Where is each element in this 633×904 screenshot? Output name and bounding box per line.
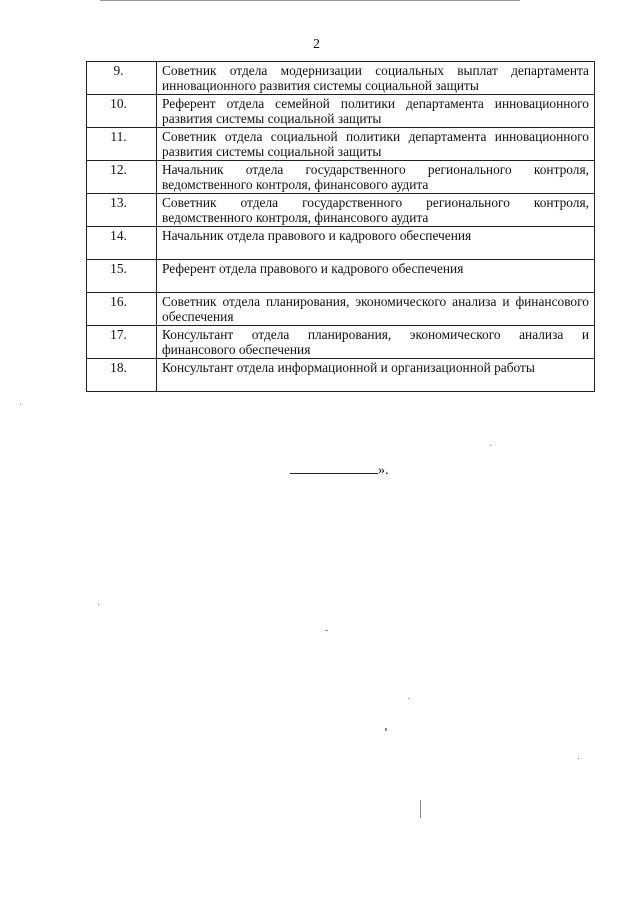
position-title: Начальник отдела государственного регионального контроля, ведомственного контроля, финансового аудита xyxy=(157,161,595,194)
page-number: 2 xyxy=(313,37,320,52)
position-title: Консультант отдела информационной и организационной работы xyxy=(157,359,595,392)
table-row xyxy=(87,227,595,260)
closing-quote: ». xyxy=(378,463,389,478)
blank-line xyxy=(290,460,378,474)
table-row xyxy=(87,326,595,359)
position-title: Советник отдела государственного регионального контроля, ведомственного контроля, финансового аудита xyxy=(157,194,595,227)
position-title: Советник отдела модернизации социальных выплат департамента инновационного развития системы социальной защиты xyxy=(157,62,595,95)
table-row xyxy=(87,359,595,392)
scan-speck xyxy=(420,800,421,818)
position-title: Консультант отдела планирования, экономического анализа и финансового обеспечения xyxy=(157,326,595,359)
scan-speck xyxy=(408,698,409,699)
table-row xyxy=(87,62,595,95)
table-row xyxy=(87,161,595,194)
position-title: Советник отдела социальной политики департамента инновационного развития системы социальной защиты xyxy=(157,128,595,161)
scan-speck xyxy=(325,630,328,631)
position-title: Референт отдела семейной политики департамента инновационного развития системы социальной защиты xyxy=(157,95,595,128)
row-number: 15. xyxy=(87,260,157,293)
scan-speck xyxy=(385,728,387,731)
position-title: Советник отдела планирования, экономического анализа и финансового обеспечения xyxy=(157,293,595,326)
scan-speck xyxy=(98,604,99,605)
positions-table xyxy=(86,61,595,392)
scan-speck xyxy=(490,445,491,446)
table-row xyxy=(87,194,595,227)
row-number: 16. xyxy=(87,293,157,326)
scan-speck xyxy=(20,404,21,405)
row-number: 12. xyxy=(87,161,157,194)
row-number: 9. xyxy=(87,62,157,95)
table-row xyxy=(87,95,595,128)
scan-top-edge xyxy=(100,0,520,1)
position-title: Начальник отдела правового и кадрового обеспечения xyxy=(157,227,595,260)
row-number: 14. xyxy=(87,227,157,260)
row-number: 10. xyxy=(87,95,157,128)
table-row xyxy=(87,293,595,326)
table-row xyxy=(87,128,595,161)
row-number: 17. xyxy=(87,326,157,359)
closing-line xyxy=(290,460,389,479)
scan-speck xyxy=(578,758,579,759)
position-title: Референт отдела правового и кадрового обеспечения xyxy=(157,260,595,293)
row-number: 18. xyxy=(87,359,157,392)
row-number: 13. xyxy=(87,194,157,227)
table-row xyxy=(87,260,595,293)
row-number: 11. xyxy=(87,128,157,161)
